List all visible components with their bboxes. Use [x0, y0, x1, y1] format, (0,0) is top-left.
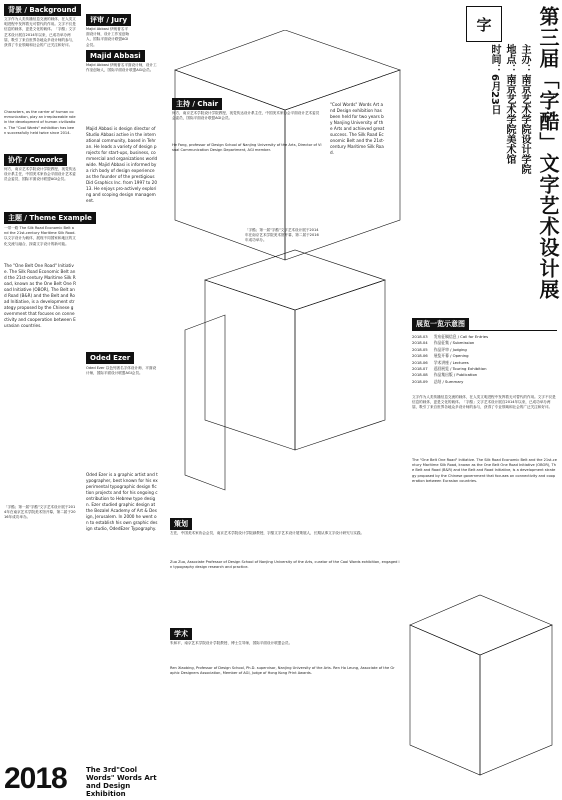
chair-text-en: He Fang, professor of Design School of Nanjing University of the Arts, Director of Visual Communication Design Department, AGI member. — [172, 143, 322, 153]
academic-text-en: Ren Xiaobing, Professor of Design School, Ph.D. supervisor, Nanjing University of the Arts. Ren Ho Leung, Associate of the Graphic Designers Association, Member of AGI, Judge of Hong Kong Print Awards. — [170, 666, 395, 676]
cool-words-text-cn: 「字酷」第一届"字酷"文字艺术设计展于2014年在南京艺术学院美术馆开幕，第二届于2016年成功举办。 — [245, 228, 319, 243]
schedule-item: 展览开幕 / Opening — [433, 353, 469, 359]
schedule-item: 巡回展览 / Touring Exhibition — [433, 366, 487, 372]
exhibition-title-vertical: 第三届「字酷」文字艺术设计展 — [536, 6, 560, 300]
juror-name-oded: Oded Ezer — [86, 352, 134, 364]
organizer-vertical: 主办：南京艺术学院设计学院 — [519, 44, 530, 174]
schedule-date: 2018.06 — [412, 353, 428, 359]
curator-text-cn: 左佐，中国美术家协会会员，南京艺术学院设计学院副教授，字酷文字艺术设计展策展人，长期从事文字设计研究与实践。 — [170, 531, 365, 535]
curator-text-en: Zuo Zuo, Associate Professor of Design School of Nanjing University of the Arts, curator of the Cool Words exhibition, engaged in typography design research and practice. — [170, 560, 400, 570]
oded-bio-cn: Oded Ezer 以色列著名字体设计师、平面设计师，国际平面设计联盟AGI会员。 — [86, 366, 157, 376]
schedule-date: 2018.06 — [412, 359, 428, 365]
schedule-row — [412, 379, 557, 385]
right-lower-text-en: The "One Belt One Road" Initiative. The Silk Road Economic Belt and the 21st-century Maritime Silk Road, known as the One Belt One Road Initiative (OBOR), The Belt and Road (B&R) and the Belt and Road Initiative, is a development strategy proposed by the Chinese government that focuses on connectivity and cooperation between Eurasian countries. — [412, 458, 557, 483]
schedule-item: 作品评审 / Judging — [433, 346, 467, 352]
cool-words-text-en: "Cool Words" Words Art and Design exhibition has been held for two years by Nanjing University of the Arts and achieved great success. The Silk Road Economic Belt and the 21st-century Maritime Silk Road. — [330, 102, 385, 155]
section-header-curator: 策划 — [170, 518, 192, 530]
footer-title-en: The 3rd"Cool Words" Words Art and Design Exhibition — [86, 766, 157, 798]
coworks-text: 何方，南京艺术学院设计学院教授，视觉传达设计系主任，中国美术家协会平面设计艺术委员会委员，国际平面设计联盟AGI会员。 — [4, 167, 76, 182]
jury-intro: Majid Abbasi 伊朗著名平面设计师，设计工作室创始人，国际平面设计联盟AGI会员。 — [86, 27, 130, 47]
background-text-cn: 文字作为人类传播信息交流的载体，在人类文明进程中发挥着无可替代的作用。文字不仅是信息的载体，更是文化的载体。「字酷」文字艺术设计展自2014年以来，已成功举办两届，吸引了来自世界各地众多设计师的参与，获得了专业领域和社会的广泛关注和好评。 — [4, 17, 76, 48]
academic-text-cn: 朱和平，南京艺术学院设计学院教授、博士生导师，国际平面设计联盟会员。 — [170, 641, 293, 645]
schedule-item: 作品集出版 / Publication — [433, 372, 478, 378]
right-lower-text-cn: 文字作为人类传播信息交流的载体，在人类文明进程中发挥着无可替代的作用。文字不仅是信息的载体，更是文化的载体。「字酷」文字艺术设计展自2014年以来，已成功举办两届，吸引了来自世界各地众多设计师的参与，获得了专业领域和社会的广泛关注和好评。 — [412, 395, 556, 410]
section-header-academic: 学术 — [170, 628, 192, 640]
section-header-jury: 评审 / Jury — [86, 14, 131, 26]
majid-bio-cn: Majid Abbasi 伊朗著名平面设计师，设计工作室创始人，国际平面设计联盟AGI会员。 — [86, 63, 157, 73]
chair-text-cn: 何方，南京艺术学院设计学院教授，视觉传达设计系主任，中国美术家协会平面设计艺术委员会委员，国际平面设计联盟AGI会员。 — [172, 111, 320, 121]
majid-bio-en: Majid Abbasi is design director of Studio Abbasi active in the international community, based in Tehran. He leads a variety of design projects for start-ups, business, commercial and organizations worldwide. Majid Abbasi is informed by a rich body of design experience as the founder of the prestigious Did Graphics Inc. from 1997 to 2013. He enjoys pro-actively exploring and scoping design management. — [86, 126, 158, 203]
schedule-date: 2018.07 — [412, 366, 428, 372]
schedule-date: 2018.03 — [412, 334, 428, 339]
year-label: 2018 — [4, 762, 67, 795]
schedule-item: 发布征稿信息 / Call for Entries — [433, 334, 489, 339]
section-header-chair: 主持 / Chair — [172, 98, 222, 110]
oded-bio-en: Oded Ezer is a graphic artist and typographer, best known for his experimental typographic design fiction projects and for his ongoing contribution to Hebrew type design. Ezer studied graphic design at the Bezalel Academy of Art & Design, Jerusalem. In 2000 he went on to establish his own graphic design studio, OdedEzer Typography. — [86, 472, 158, 531]
section-header-coworks: 协作 / Coworks — [4, 154, 67, 166]
schedule-divider — [412, 330, 557, 331]
theme-text-more: 「字酷」第一届"字酷"文字艺术设计展于2014年在南京艺术学院美术馆开幕，第二届于2016年成功举办。 — [4, 505, 76, 520]
background-text-en: Characters, as the carrier of human communication, play an irreplaceable role in the development of human civilization. The "Cool Words" exhibition has been successfully held twice since 2014. — [4, 110, 76, 135]
exhibition-logo — [466, 6, 502, 42]
theme-text-cn: 一带一路 The Silk Road Economic Belt and the 21st-century Maritime Silk Road. 以文字设计为载体，展现不同国家和地区的文化交流与融合，探索文字设计的新可能。 — [4, 226, 76, 246]
schedule-date: 2018.08 — [412, 372, 428, 378]
juror-name-majid: Majid Abbasi — [86, 50, 145, 62]
theme-text-en: The "One Belt One Road" Initiative. The Silk Road Economic Belt and the 21st-century Maritime Silk Road, known as the One Belt One Road Initiative (OBOR), The Belt and Road (B&R) and the Belt and Road Initiative, is a development strategy proposed by the Chinese government that focuses on connectivity and cooperation between Eurasian countries. — [4, 263, 76, 328]
schedule-date: 2018.04 — [412, 340, 428, 346]
section-header-background: 背景 / Background — [4, 4, 81, 16]
lower-cube-artwork — [405, 575, 557, 785]
schedule-item: 学术讲座 / Lectures — [433, 359, 469, 365]
schedule-date: 2018.09 — [412, 378, 428, 384]
schedule-list — [412, 334, 557, 385]
schedule-date: 2018.05 — [412, 346, 428, 352]
time-vertical: 时间：6月23日 — [489, 44, 500, 115]
schedule-item: 总结 / Summary — [433, 378, 464, 384]
schedule-item: 作品征集 / Submission — [433, 340, 475, 346]
logo-glyph: 字 — [476, 15, 492, 34]
section-header-schedule: 展览一览示意图 — [412, 318, 469, 330]
venue-vertical: 地点：南京艺术学院美术馆 — [504, 44, 515, 164]
section-header-theme: 主题 / Theme Example — [4, 212, 96, 224]
